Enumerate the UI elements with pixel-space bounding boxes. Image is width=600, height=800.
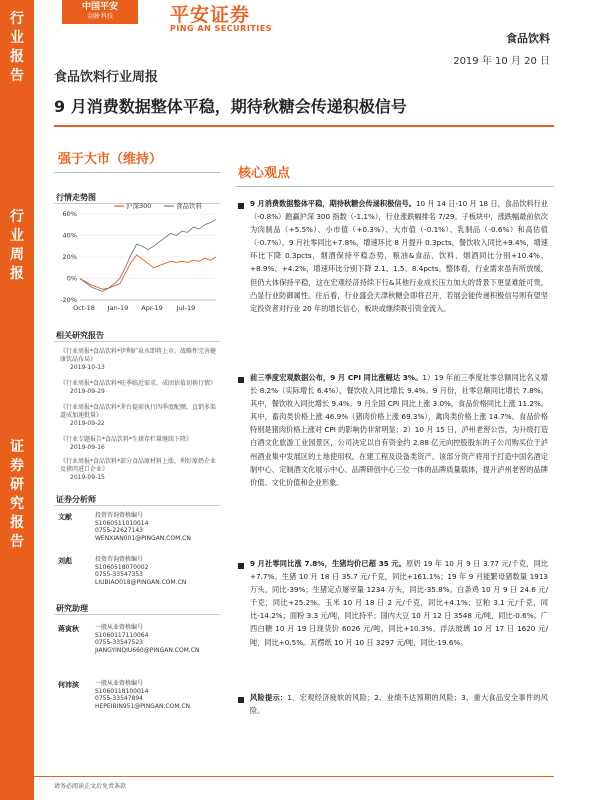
side-label-top-text: 行业报告 (10, 11, 24, 84)
related-item-text: 《行业周报*食品饮料*旺季临近需求，成团估值切换行情》 (60, 380, 217, 387)
related-item-date: 2019-10-13 (70, 364, 105, 371)
title-divider (54, 125, 554, 127)
chart-y-tick-label: 0% (66, 274, 77, 283)
chart-legend-label: 食品饮料 (176, 202, 202, 210)
chart-y-tick-label: 60% (62, 210, 77, 218)
report-type: 食品饮料行业周报 (54, 70, 159, 85)
contact-role: 一般从业资格编号 (95, 680, 144, 687)
chart-y-tick-label: 40% (62, 231, 77, 240)
chart-legend-label: 沪深300 (126, 202, 152, 210)
side-label-bottom-text: 证券研究报告 (10, 439, 24, 550)
chart-x-tick-label: Jul-19 (176, 304, 196, 312)
sector-label: 食品饮料 (506, 32, 550, 45)
analyst-phone: 0755-22627143 (95, 527, 143, 534)
logo-sub: 金融·科技 (87, 13, 113, 20)
core-paragraph (250, 197, 548, 315)
analyst-name: 文献 (58, 513, 72, 521)
related-section-title: 相关研究报告 (56, 331, 104, 340)
core-views-divider (236, 186, 554, 187)
related-item[interactable] (60, 436, 218, 452)
core-paragraph (250, 691, 548, 717)
related-item[interactable] (60, 380, 218, 396)
chart-legend (114, 201, 203, 210)
paragraph-body: 1、宏观经济疲软的风险；2、业绩不达预期的风险；3、重大食品安全事件的风险。 (250, 693, 548, 716)
related-item[interactable] (60, 458, 218, 482)
contact-phone: 0755-33547523 (95, 639, 143, 646)
footer-disclaimer: 请务必阅读正文后免责条款 (54, 783, 127, 790)
bullet-icon (238, 697, 244, 703)
contact-email[interactable]: JIANGYINQIU660@PINGAN.COM.CN (95, 646, 200, 654)
brand-name: 平安证券 (170, 4, 251, 26)
paragraph-lead: 9 月消费数据整体平稳，期待秋糖会传递积极信号。 (250, 199, 416, 208)
bullet-icon (238, 377, 244, 383)
contact-name: 蒋寅秋 (58, 625, 79, 633)
chart-x-ticks (73, 304, 195, 312)
related-item-text: 《行业周报*食品饮料*茅台提前执行四季度配额，直销多渠道成加速批量》 (60, 404, 217, 419)
side-label-bottom (0, 438, 34, 552)
related-item[interactable] (60, 404, 218, 428)
paragraph-lead: 9 月社零同比涨 7.8%，生猪均价已超 35 元。 (250, 559, 407, 568)
side-label-top (0, 10, 34, 86)
contact-id: S1060118100014 (95, 687, 149, 695)
paragraph-body: 10 月 14 日-10 月 18 日，食品饮料行业（-0.8%）跑赢沪深 300 指数（-1.1%），行业涨跌幅排名 7/29。子板块中，涨跌幅最前依次为肉制品（+5.5%）、小市值（+0.3%）、大市值（-0.1%）、乳制品（-0.6%）和高估值（-0.7%）。9 月社零同比+7.8%，增速环比 8 月提升 0.3pcts，餐饮收入同比+9.4%，增速环比下降 0.3pcts，烟酒保持平稳态势，粮油&食品、饮料、烟酒同比分别+10.4%、+8.9%、+4.2%，增速环比分别下降 2.1、1.5、8.4pcts。整体看，行业需求虽有所放缓，但仍大体保持平稳，这在宏观经济持续下行&其他行业成长压力加大的背景下更显难能可贵，凸显行业防御属性。往后看，行业盛会天津秋糖会即将召开，若展会能传递积极信号则有望坚定投资者对行业 20 年的增长信心，板块或继续吸引资金流入。 (250, 199, 548, 313)
chart-series-line (80, 255, 216, 289)
analyst-section-divider (54, 505, 220, 506)
chart-x-tick-label: Oct-18 (73, 304, 95, 312)
chart-series-line (80, 219, 216, 291)
related-item[interactable] (60, 348, 218, 372)
analyst-id: S1060518070002 (95, 563, 149, 571)
core-paragraph (250, 371, 548, 489)
contact-info (95, 624, 225, 654)
side-label-middle (0, 208, 34, 284)
logo-cn: 中国平安 (81, 2, 118, 12)
chart-x-tick-label: Apr-19 (141, 304, 163, 312)
report-date: 2019 年 10 月 20 日 (453, 56, 550, 67)
company-logo (62, 0, 138, 24)
chart-section-title: 行情走势图 (56, 193, 96, 202)
core-views-title: 核心观点 (238, 166, 291, 181)
related-item-text: 《行业周报*食品饮料*伊利旷泉水即将上市，战略性完善健康饮品布局》 (60, 348, 217, 363)
core-paragraph (250, 557, 548, 649)
paragraph-lead: 前三季度宏观数据公布，9 月 CPI 同比涨幅达 3%。 (250, 373, 423, 382)
bullet-icon (238, 203, 244, 209)
paragraph-body: 原奶 19 年 10 月 9 日 3.77 元/千克，同比+7.7%。生猪 10 月 18 日 35.7 元/千克，同比+161.1%；19 年 9 月能繁母猪数量 1913 万头，同比-39%；生猪定点屠宰量 1234 万头，同比-35.8%。白条鸡 10 月 9 日 24.6 元/千克，同比+25.2%。玉米 10 月 18 日 2 元/千克，同比+4.1%；豆粕 3.1 元/千克，同比-14.2%；面粉 3.3 元/吨，同比持平；国内大豆 10 月 12 日 3548 元/吨，同比-0.6%。广西白糖 10 月 19 日现货价 6026 元/吨，同比+10.3%。浮法玻璃 10 月 17 日 1620 元/吨，同比+0.5%。瓦楞纸 10 月 10 日 3297 元/吨，同比-19.6%。 (250, 559, 548, 647)
rating-label: 强于大市（维持） (58, 152, 163, 167)
analyst-info (95, 512, 225, 542)
analyst-role: 投资咨询资格编号 (95, 556, 144, 563)
contact-email[interactable]: HEPEIBIN951@PINGAN.COM.CN (95, 702, 191, 710)
contact-name: 何沛滨 (58, 681, 79, 689)
analyst-section-title: 证券分析师 (56, 495, 96, 504)
chart-series (80, 219, 216, 291)
analyst-email[interactable]: LIUBIAO018@PINGAN.COM.CN (95, 578, 187, 586)
related-item-date: 2019-09-15 (70, 474, 105, 481)
analyst-id: S1060511010014 (95, 519, 149, 527)
bullet-icon (238, 563, 244, 569)
contact-phone: 0755-33547894 (95, 695, 143, 702)
side-strip (0, 0, 34, 800)
paragraph-body: 1）19 年前三季度社零总额同比名义增长 8.2%（实际增长 6.4%），餐饮收入同比增长 9.4%。9 月份，社零总额同比增长 7.8%。其中，餐饮收入同比增长 9.4%。9 月全国 CPI 同比上涨 3.0%，食品价格同比上涨 11.2%。其中，畜肉类价格上涨 46.9%（猪肉价格上涨 69.3%），禽肉类价格上涨 14.7%。食品价格特别是猪肉价格上涨对 CPI 的影响仍非常明显；2）10 月 15 日，泸州老窖公告，为升级打造白酒文化旅游工业园景区，公司决定以自有资金约 2.88 亿元向控股股东的子公司购买位于泸州酒业集中发展区的土地使用权。在建工程及设备类资产。该部分资产将用于打造中国名酒定制中心、定制酒文化展示中心、品牌研创中心三位一体的品牌质量载体，提升泸州老窖的品牌价值、文化价值和企业形象。 (250, 373, 548, 487)
related-item-text: 《行业周报*食品饮料*部分食品原材料上涨，利好原奶企业及猪肉进口企业》 (60, 458, 217, 473)
contact-section-divider (54, 614, 220, 615)
chart-y-tick-label: 20% (62, 253, 77, 261)
chart-grid (80, 214, 216, 300)
paragraph-lead: 风险提示： (250, 693, 288, 702)
brand-name-en: PING AN SECURITIES (170, 24, 272, 33)
page-title: 9 月消费数据整体平稳，期待秋糖会传递积极信号 (54, 97, 407, 116)
related-item-text: 《行业专题报告*食品饮料*生猪存栏量继续下降》 (60, 436, 193, 443)
related-item-date: 2019-09-16 (70, 444, 105, 451)
analyst-phone: 0755-33547353 (95, 571, 143, 578)
chart-y-ticks (60, 210, 77, 304)
side-label-middle-text: 行业周报 (10, 209, 24, 282)
related-section-divider (54, 341, 220, 342)
related-item-date: 2019-09-22 (70, 420, 105, 427)
footer-divider (30, 776, 554, 777)
chart-y-tick-label: -20% (60, 296, 77, 304)
contact-info (95, 680, 225, 710)
analyst-name: 刘彪 (58, 557, 72, 565)
contact-id: S1060117110064 (95, 631, 149, 639)
market-trend-chart (56, 200, 222, 318)
related-item-date: 2019-09-29 (70, 388, 105, 395)
rating-divider (54, 172, 220, 173)
analyst-info (95, 556, 225, 586)
contact-role: 一般从业资格编号 (95, 624, 144, 631)
chart-x-tick-label: Jan-19 (107, 304, 129, 312)
analyst-email[interactable]: WENXIAN001@PINGAN.COM.CN (95, 534, 191, 542)
analyst-role: 投资咨询资格编号 (95, 512, 144, 519)
contact-section-title: 研究助理 (56, 604, 88, 613)
